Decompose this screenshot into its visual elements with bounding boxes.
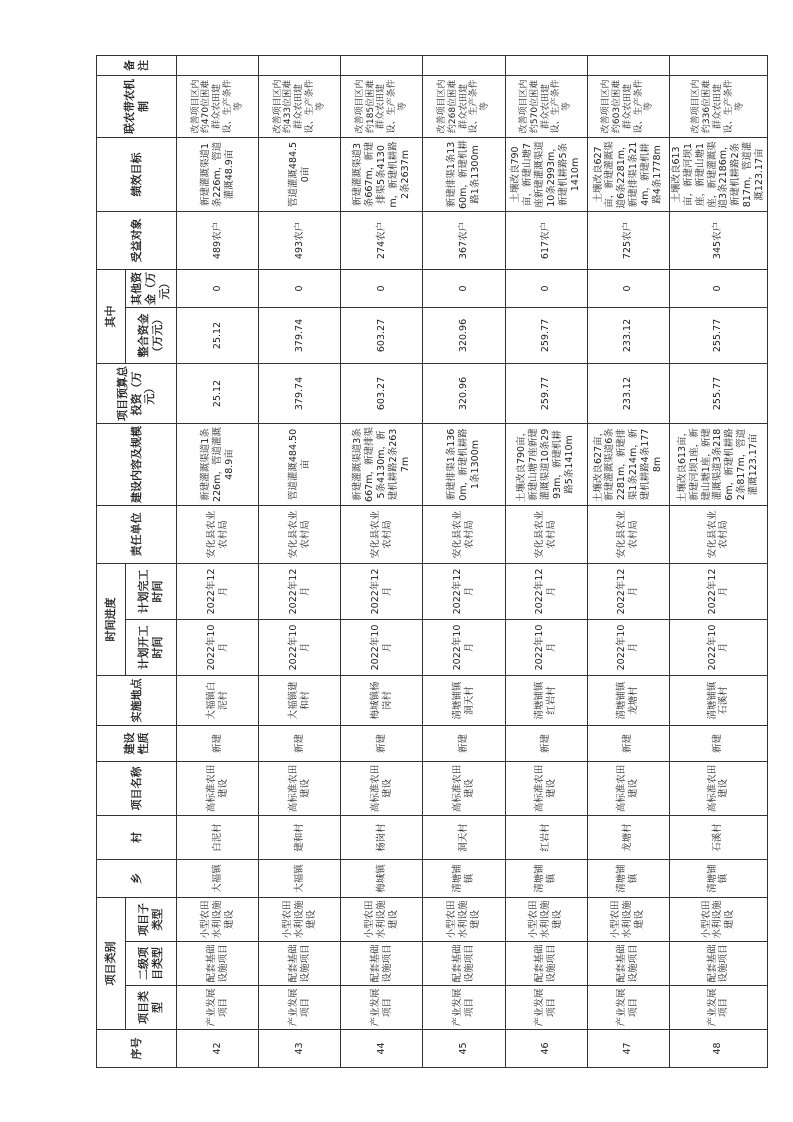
cell-finish: 2022年12月	[669, 563, 767, 619]
cell-remark	[259, 55, 341, 75]
cell-type: 产业发展项目	[669, 986, 767, 1030]
cell-level2: 配套基础设施项目	[505, 942, 587, 986]
cell-other: 0	[177, 269, 259, 307]
cell-township: 清塘铺镇	[505, 859, 587, 897]
cell-content: 新建灌溉渠道1条226m，管道灌溉48.9亩	[177, 423, 259, 505]
header-mechanism: 联农带农机制	[97, 75, 177, 137]
cell-village: 建和村	[259, 815, 341, 859]
cell-target: 新建排渠1条1360m，新建机耕路1条1300m	[423, 137, 505, 211]
cell-level2: 配套基础设施项目	[341, 942, 423, 986]
header-row-top	[97, 55, 126, 1067]
cell-type: 产业发展项目	[341, 986, 423, 1030]
cell-village: 红岩村	[505, 815, 587, 859]
cell-village: 石溪村	[669, 815, 767, 859]
cell-other: 0	[669, 269, 767, 307]
cell-start: 2022年10月	[505, 619, 587, 675]
cell-village: 白泥村	[177, 815, 259, 859]
cell-township: 梅城镇	[341, 859, 423, 897]
header-schedule: 时间进度	[97, 563, 126, 675]
header-start: 计划开工时间	[126, 619, 177, 675]
header-seq: 序号	[97, 1030, 177, 1068]
cell-name: 高标准农田建设	[423, 761, 505, 815]
cell-seq: 43	[259, 1030, 341, 1068]
cell-unit: 安化县农业农村局	[341, 505, 423, 563]
cell-sub: 小型农田水利设施建设	[177, 897, 259, 941]
cell-remark	[341, 55, 423, 75]
cell-beneficiary: 489农户	[177, 211, 259, 269]
cell-remark	[587, 55, 669, 75]
table-row	[259, 55, 341, 1067]
cell-level2: 配套基础设施项目	[423, 942, 505, 986]
cell-content: 新建排渠1条1360m，新建机耕路1条1300m	[423, 423, 505, 505]
header-cat-type: 项目类型	[126, 986, 177, 1030]
cell-type: 产业发展项目	[423, 986, 505, 1030]
header-other: 其他资金（万元）	[126, 269, 177, 307]
cell-township: 清塘铺镇	[423, 859, 505, 897]
table-row	[423, 55, 505, 1067]
cell-sub: 小型农田水利设施建设	[423, 897, 505, 941]
cell-other: 0	[341, 269, 423, 307]
cell-unit: 安化县农业农村局	[177, 505, 259, 563]
cell-budget: 603.27	[341, 363, 423, 423]
cell-integrated: 379.74	[259, 307, 341, 363]
cell-target: 土壤改良627亩，新建灌溉渠道6条2281m，新建排渠1条214m，新建机耕路4条1778m	[587, 137, 669, 211]
cell-budget: 379.74	[259, 363, 341, 423]
cell-village: 洞天村	[423, 815, 505, 859]
table-row	[505, 55, 587, 1067]
cell-remark	[177, 55, 259, 75]
cell-mechanism: 改善项目区内约268位困难群众农田建设、生产条件等	[423, 75, 505, 137]
cell-unit: 安化县农业农村局	[259, 505, 341, 563]
cell-start: 2022年10月	[423, 619, 505, 675]
cell-name: 高标准农田建设	[587, 761, 669, 815]
cell-target: 新建灌溉渠道3条667m，新建排渠5条4130m，新建机耕路2条2637m	[341, 137, 423, 211]
cell-integrated: 25.12	[177, 307, 259, 363]
table-row	[587, 55, 669, 1067]
cell-name: 高标准农田建设	[669, 761, 767, 815]
cell-mechanism: 改善项目区内约336位困难群众农田建设、生产条件等	[669, 75, 767, 137]
cell-content: 管道灌溉484.50亩	[259, 423, 341, 505]
project-table	[96, 55, 768, 1068]
cell-content: 土壤改良613亩，新建河坝1座，新建山塘1座，新建灌溉渠道3条2186m，新建机耕路2条817m，管道灌溉123.17亩	[669, 423, 767, 505]
cell-location: 大福镇建和村	[259, 675, 341, 725]
header-target: 绩效目标	[97, 137, 177, 211]
cell-beneficiary: 345农户	[669, 211, 767, 269]
cell-nature: 新建	[669, 725, 767, 761]
cell-mechanism: 改善项目区内约433位困难群众农田建设、生产条件等	[259, 75, 341, 137]
cell-budget: 320.96	[423, 363, 505, 423]
header-village: 村	[97, 815, 177, 859]
cell-budget: 25.12	[177, 363, 259, 423]
cell-type: 产业发展项目	[177, 986, 259, 1030]
cell-sub: 小型农田水利设施建设	[505, 897, 587, 941]
header-township: 乡	[97, 859, 177, 897]
header-beneficiary: 受益对象	[97, 211, 177, 269]
cell-nature: 新建	[587, 725, 669, 761]
header-among: 其中	[97, 269, 126, 363]
cell-other: 0	[505, 269, 587, 307]
header-cat-sub: 项目子类型	[126, 897, 177, 941]
cell-content: 土壤改良627亩，新建灌溉渠道6条2281m，新建排渠1条214m，新建机耕路4条1778m	[587, 423, 669, 505]
cell-beneficiary: 725农户	[587, 211, 669, 269]
header-unit: 责任单位	[97, 505, 177, 563]
cell-mechanism: 改善项目区内约570位困难群众农田建设、生产条件等	[505, 75, 587, 137]
cell-location: 清塘铺镇龙塘村	[587, 675, 669, 725]
cell-unit: 安化县农业农村局	[505, 505, 587, 563]
cell-type: 产业发展项目	[259, 986, 341, 1030]
cell-beneficiary: 367农户	[423, 211, 505, 269]
cell-sub: 小型农田水利设施建设	[669, 897, 767, 941]
cell-start: 2022年10月	[587, 619, 669, 675]
cell-nature: 新建	[259, 725, 341, 761]
cell-name: 高标准农田建设	[259, 761, 341, 815]
cell-township: 大福镇	[259, 859, 341, 897]
cell-location: 清塘铺镇红岩村	[505, 675, 587, 725]
cell-location: 梅城镇杨岗村	[341, 675, 423, 725]
cell-nature: 新建	[177, 725, 259, 761]
cell-level2: 配套基础设施项目	[177, 942, 259, 986]
cell-sub: 小型农田水利设施建设	[259, 897, 341, 941]
cell-sub: 小型农田水利设施建设	[341, 897, 423, 941]
table-row	[341, 55, 423, 1067]
cell-sub: 小型农田水利设施建设	[587, 897, 669, 941]
header-cat-level2: 二级项目类型	[126, 942, 177, 986]
cell-name: 高标准农田建设	[505, 761, 587, 815]
cell-township: 大福镇	[177, 859, 259, 897]
cell-unit: 安化县农业农村局	[587, 505, 669, 563]
cell-unit: 安化县农业农村局	[423, 505, 505, 563]
cell-township: 清塘铺镇	[669, 859, 767, 897]
cell-start: 2022年10月	[177, 619, 259, 675]
cell-village: 杨岗村	[341, 815, 423, 859]
cell-other: 0	[423, 269, 505, 307]
cell-name: 高标准农田建设	[177, 761, 259, 815]
cell-beneficiary: 493农户	[259, 211, 341, 269]
header-project-name: 项目名称	[97, 761, 177, 815]
cell-content: 土壤改良790亩，新建山塘7座新建灌溉渠道10条2993m，新建机耕路5条1410m	[505, 423, 587, 505]
cell-target: 新建灌溉渠道1条226m，管道灌溉48.9亩	[177, 137, 259, 211]
header-budget: 项目预算总投资（万元）	[97, 363, 177, 423]
header-category: 项目类别	[97, 897, 126, 1029]
cell-finish: 2022年12月	[423, 563, 505, 619]
cell-other: 0	[587, 269, 669, 307]
header-remark: 备注	[97, 55, 177, 75]
cell-location: 大福镇白泥村	[177, 675, 259, 725]
cell-integrated: 255.77	[669, 307, 767, 363]
cell-finish: 2022年12月	[177, 563, 259, 619]
cell-integrated: 320.96	[423, 307, 505, 363]
cell-seq: 47	[587, 1030, 669, 1068]
cell-type: 产业发展项目	[587, 986, 669, 1030]
cell-village: 龙塘村	[587, 815, 669, 859]
cell-seq: 44	[341, 1030, 423, 1068]
header-finish: 计划完工时间	[126, 563, 177, 619]
cell-content: 新建灌溉渠道3条667m，新建排渠5条4130m，新建机耕路2条2637m	[341, 423, 423, 505]
cell-budget: 255.77	[669, 363, 767, 423]
cell-remark	[505, 55, 587, 75]
header-location: 实施地点	[97, 675, 177, 725]
table-row	[669, 55, 767, 1067]
cell-beneficiary: 617农户	[505, 211, 587, 269]
cell-seq: 46	[505, 1030, 587, 1068]
cell-start: 2022年10月	[259, 619, 341, 675]
cell-unit: 安化县农业农村局	[669, 505, 767, 563]
cell-mechanism: 改善项目区内约185位困难群众农田建设、生产条件等	[341, 75, 423, 137]
cell-integrated: 259.77	[505, 307, 587, 363]
cell-mechanism: 改善项目区内约470位困难群众农田建设、生产条件等	[177, 75, 259, 137]
cell-start: 2022年10月	[669, 619, 767, 675]
cell-finish: 2022年12月	[587, 563, 669, 619]
header-content: 建设内容及规模	[97, 423, 177, 505]
cell-location: 清塘铺镇洞天村	[423, 675, 505, 725]
rotated-table-container	[96, 56, 768, 1068]
cell-finish: 2022年12月	[341, 563, 423, 619]
cell-target: 管道灌溉484.50亩	[259, 137, 341, 211]
cell-start: 2022年10月	[341, 619, 423, 675]
cell-type: 产业发展项目	[505, 986, 587, 1030]
cell-finish: 2022年12月	[259, 563, 341, 619]
cell-other: 0	[259, 269, 341, 307]
cell-nature: 新建	[423, 725, 505, 761]
cell-nature: 新建	[341, 725, 423, 761]
cell-remark	[423, 55, 505, 75]
header-nature: 建设性质	[97, 725, 177, 761]
cell-finish: 2022年12月	[505, 563, 587, 619]
table-row	[177, 55, 259, 1067]
cell-level2: 配套基础设施项目	[259, 942, 341, 986]
cell-location: 清塘铺镇石溪村	[669, 675, 767, 725]
cell-township: 清塘铺镇	[587, 859, 669, 897]
cell-seq: 48	[669, 1030, 767, 1068]
header-integrated: 整合资金（万元）	[126, 307, 177, 363]
cell-integrated: 603.27	[341, 307, 423, 363]
cell-target: 土壤改良613亩，新建河坝1座，新建山塘1座，新建灌溉渠道3条2186m，新建机耕路2条817m，管道灌溉123.17亩	[669, 137, 767, 211]
cell-level2: 配套基础设施项目	[669, 942, 767, 986]
cell-budget: 233.12	[587, 363, 669, 423]
cell-mechanism: 改善项目区内约603位困难群众农田建设、生产条件等	[587, 75, 669, 137]
cell-nature: 新建	[505, 725, 587, 761]
cell-seq: 45	[423, 1030, 505, 1068]
cell-beneficiary: 274农户	[341, 211, 423, 269]
cell-budget: 259.77	[505, 363, 587, 423]
cell-name: 高标准农田建设	[341, 761, 423, 815]
cell-seq: 42	[177, 1030, 259, 1068]
cell-remark	[669, 55, 767, 75]
cell-level2: 配套基础设施项目	[587, 942, 669, 986]
cell-integrated: 233.12	[587, 307, 669, 363]
cell-target: 土壤改良790亩，新建山塘7座新建灌溉渠道10条2993m，新建机耕路5条1410m	[505, 137, 587, 211]
